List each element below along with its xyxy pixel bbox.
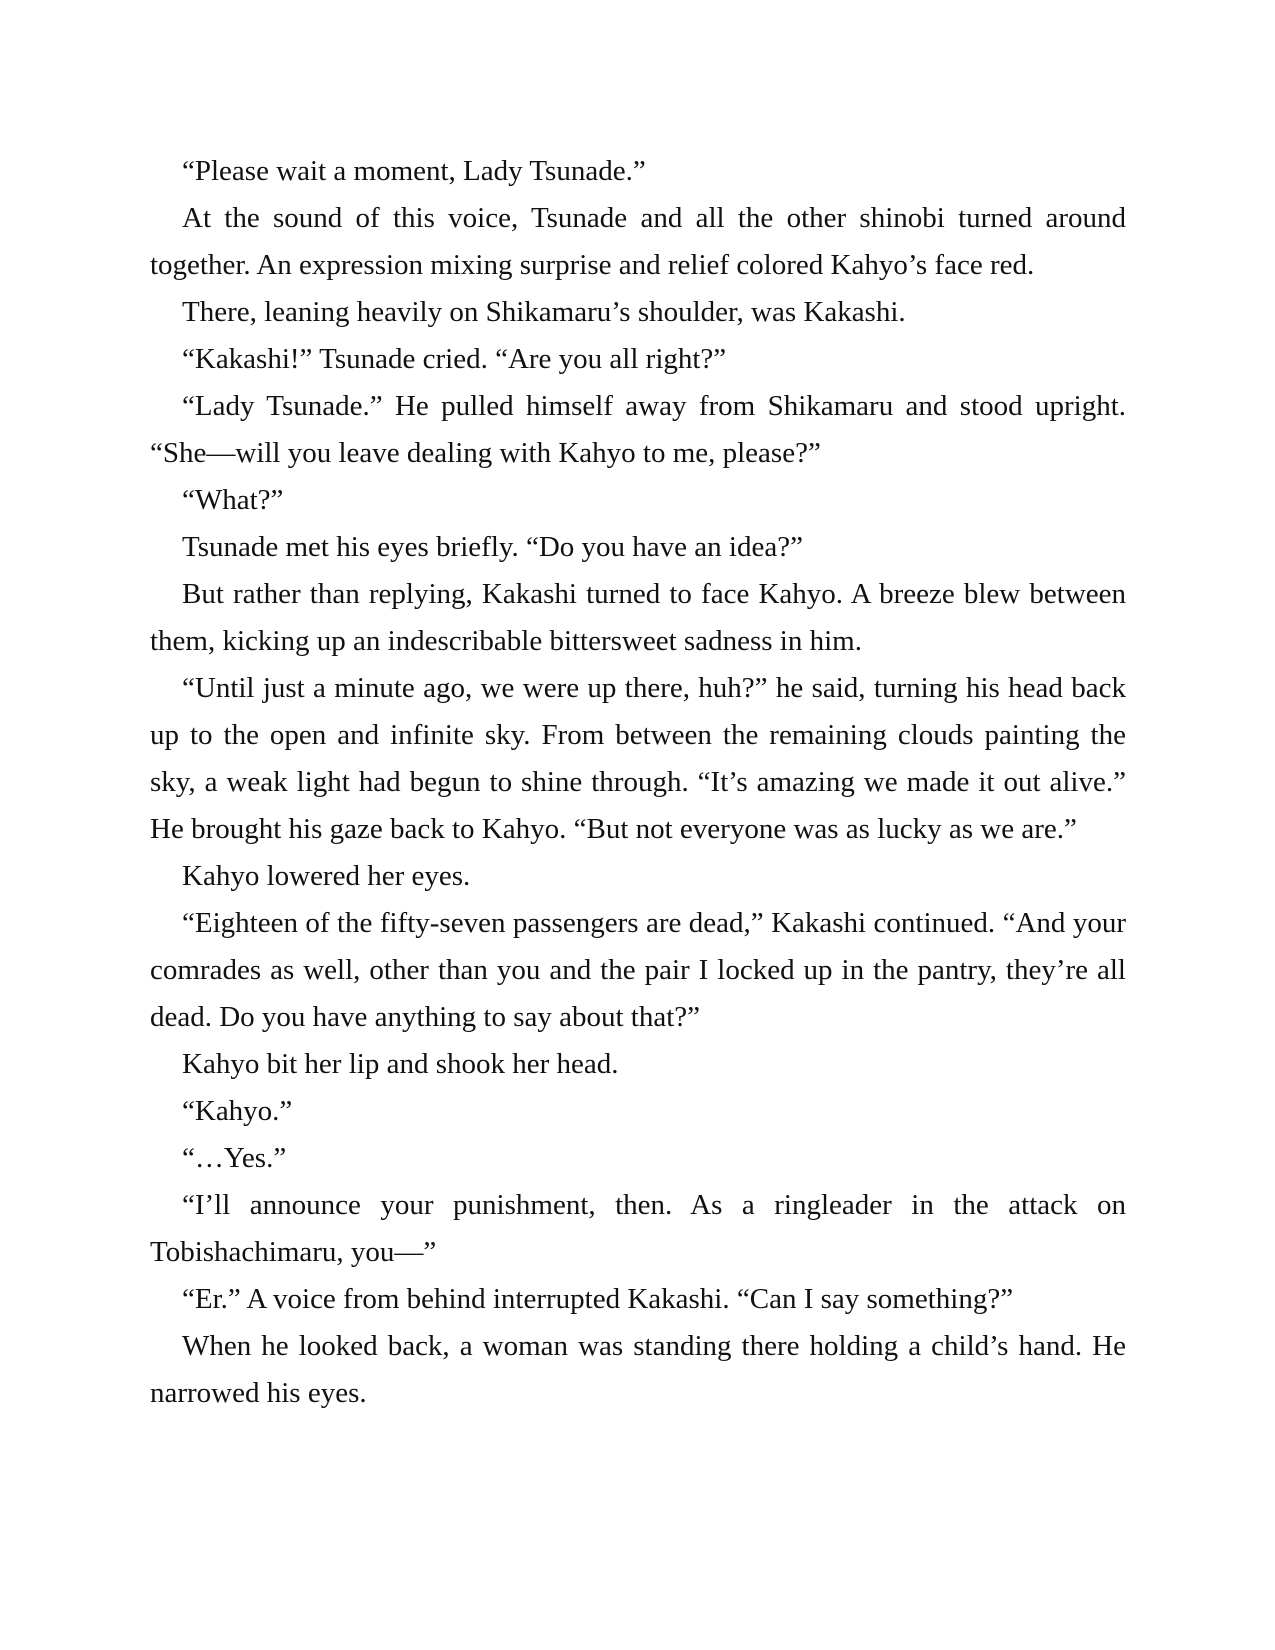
paragraph: But rather than replying, Kakashi turned to face Kahyo. A breeze blew between them, kicking up an indescribable bittersweet sadness in him. — [150, 578, 1126, 657]
paragraph: There, leaning heavily on Shikamaru’s shoulder, was Kakashi. — [182, 296, 906, 328]
paragraph: “Eighteen of the fifty-seven passengers are dead,” Kakashi continued. “And your comrades as well, other than you and the pair I locked up in the pantry, they’re all dead. Do you have anything to say about that?” — [150, 907, 1126, 1033]
paragraph: At the sound of this voice, Tsunade and all the other shinobi turned around together. An expression mixing surprise and relief colored Kahyo’s face red. — [150, 202, 1126, 281]
paragraph: “Kahyo.” — [182, 1095, 293, 1127]
paragraph: “I’ll announce your punishment, then. As a ringleader in the attack on Tobishachimaru, you—” — [150, 1189, 1126, 1268]
paragraph: “Please wait a moment, Lady Tsunade.” — [182, 155, 646, 187]
paragraph: Tsunade met his eyes briefly. “Do you have an idea?” — [182, 531, 803, 563]
paragraph: “…Yes.” — [182, 1142, 287, 1174]
paragraph: Kahyo lowered her eyes. — [182, 860, 471, 892]
paragraph: “Lady Tsunade.” He pulled himself away from Shikamaru and stood upright. “She—will you leave dealing with Kahyo to me, please?” — [150, 390, 1126, 469]
paragraph: Kahyo bit her lip and shook her head. — [182, 1048, 619, 1080]
paragraph: “Kakashi!” Tsunade cried. “Are you all right?” — [182, 343, 727, 375]
paragraph: When he looked back, a woman was standing there holding a child’s hand. He narrowed his eyes. — [150, 1330, 1126, 1409]
body-text — [150, 148, 1126, 1417]
paragraph: “Er.” A voice from behind interrupted Kakashi. “Can I say something?” — [182, 1283, 1014, 1315]
paragraph: “What?” — [182, 484, 284, 516]
paragraph: “Until just a minute ago, we were up there, huh?” he said, turning his head back up to the open and infinite sky. From between the remaining clouds painting the sky, a weak light had begun to shine through. “It’s amazing we made it out alive.” He brought his gaze back to Kahyo. “But not everyone was as lucky as we are.” — [150, 672, 1126, 845]
